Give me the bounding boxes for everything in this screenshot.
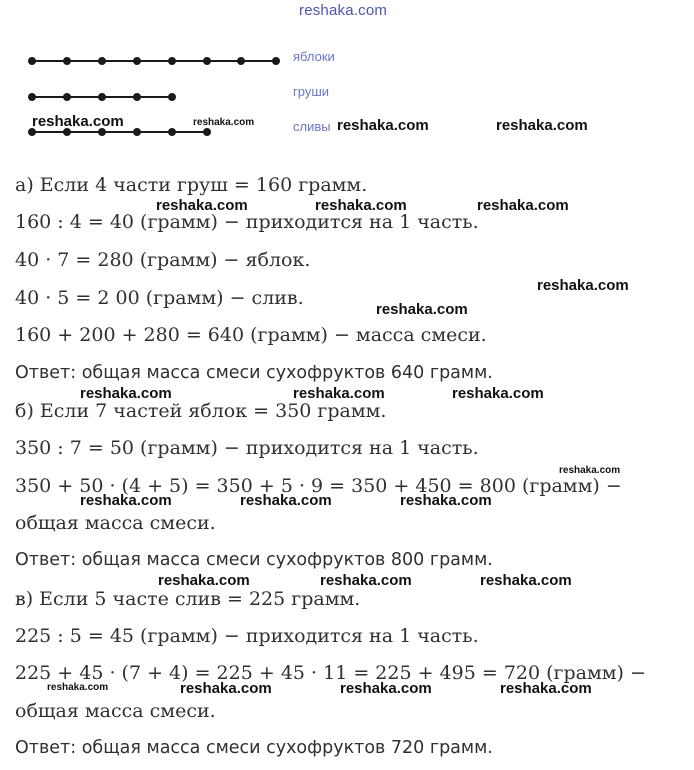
answer-line: Ответ: общая масса смеси сухофруктов 720 грамм. — [15, 738, 493, 758]
watermark: reshaka.com — [340, 680, 432, 697]
label-plums: сливы — [293, 119, 331, 134]
apples-segment — [29, 58, 279, 64]
solution-line: б) Если 7 частей яблок = 350 грамм. — [15, 400, 387, 422]
watermark: reshaka.com — [156, 197, 248, 214]
pears-segment — [29, 94, 175, 100]
watermark: reshaka.com — [477, 197, 569, 214]
watermark: reshaka.com — [480, 572, 572, 589]
site-header-mark[interactable]: reshaka.com — [299, 2, 388, 19]
answer-line: Ответ: общая масса смеси сухофруктов 640 грамм. — [15, 363, 493, 383]
solution-line: в) Если 5 часте слив = 225 грамм. — [15, 588, 361, 610]
watermark: reshaka.com — [320, 572, 412, 589]
solution-line: 40 · 5 = 2 00 (грамм) − слив. — [15, 287, 304, 309]
watermark: reshaka.com — [80, 492, 172, 509]
watermark: reshaka.com — [376, 301, 468, 318]
watermark: reshaka.com — [337, 117, 429, 134]
watermark: reshaka.com — [500, 680, 592, 697]
watermark: reshaka.com — [240, 492, 332, 509]
label-apples: яблоки — [293, 49, 335, 64]
watermark: reshaka.com — [452, 385, 544, 402]
watermark: reshaka.com — [315, 197, 407, 214]
solution-line: а) Если 4 части груш = 160 грамм. — [15, 174, 368, 196]
label-pears: груши — [293, 84, 330, 99]
watermark: reshaka.com — [193, 117, 255, 128]
solution-line: общая масса смеси. — [15, 700, 216, 722]
solution-line: 160 + 200 + 280 = 640 (грамм) − масса смеси. — [15, 324, 487, 346]
watermark: reshaka.com — [158, 572, 250, 589]
watermark: reshaka.com — [80, 385, 172, 402]
watermark: reshaka.com — [47, 682, 109, 693]
solution-line: общая масса смеси. — [15, 512, 216, 534]
watermark: reshaka.com — [537, 277, 629, 294]
watermark: reshaka.com — [559, 465, 621, 476]
watermark: reshaka.com — [293, 385, 385, 402]
watermark: reshaka.com — [496, 117, 588, 134]
solution-line: 225 + 45 · (7 + 4) = 225 + 45 · 11 = 225 + 495 = 720 (грамм) − — [15, 662, 646, 684]
watermark: reshaka.com — [180, 680, 272, 697]
solution-line: 225 : 5 = 45 (грамм) − приходится на 1 часть. — [15, 625, 479, 647]
solution-line: 40 · 7 = 280 (грамм) − яблок. — [15, 249, 311, 271]
watermark: reshaka.com — [32, 113, 124, 130]
watermark: reshaka.com — [400, 492, 492, 509]
solution-line: 160 : 4 = 40 (грамм) − приходится на 1 часть. — [15, 211, 479, 233]
answer-line: Ответ: общая масса смеси сухофруктов 800 грамм. — [15, 550, 493, 570]
solution-line: 350 : 7 = 50 (грамм) − приходится на 1 часть. — [15, 437, 479, 459]
solution-line: 350 + 50 · (4 + 5) = 350 + 5 · 9 = 350 + 450 = 800 (грамм) − — [15, 475, 622, 497]
